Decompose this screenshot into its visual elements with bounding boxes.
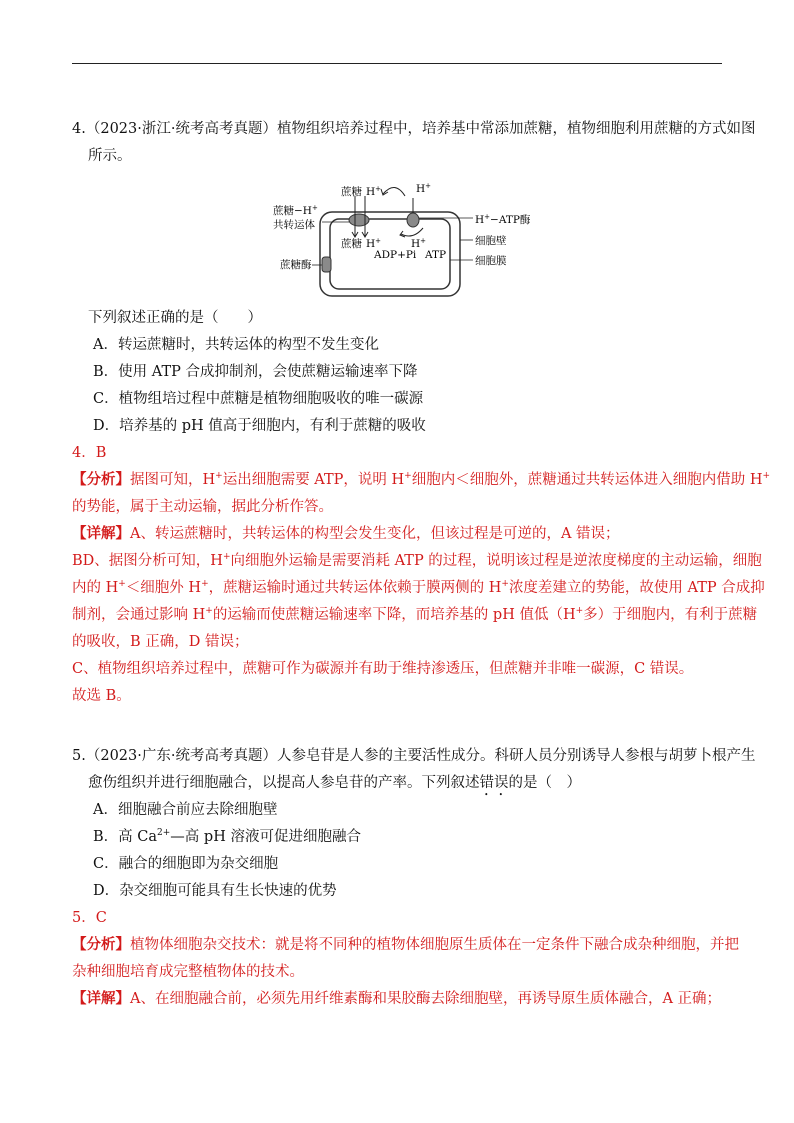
text: ，蔗糖运输时通过共转运体依赖于膜两侧的 H [208,580,502,596]
q5-analysis-line2: 杂种细胞培育成完整植物体的技术。 [72,964,304,980]
analysis-tag: 【分析】 [72,936,130,953]
label-h-atpase: H+−ATP酶 [475,213,531,226]
text: 多）于细胞内，有利于蔗糖 [583,607,758,623]
q4-detail-bd-line2 [72,578,765,598]
q4-conclusion: 故选 B。 [72,688,131,704]
sup: + [404,471,412,481]
sup: + [118,579,126,589]
q5-option-d: D．杂交细胞可能具有生长快速的优势 [93,883,337,899]
detail-tag: 【详解】 [72,525,130,542]
text: 制剂，会通过影响 H [72,607,206,623]
q4-detail-line1 [72,524,620,544]
sucrase-shape [322,257,331,272]
sup: + [575,606,584,616]
sup: + [762,471,771,481]
label-h-out-right: H+ [416,182,432,195]
text: 的是（ ） [508,775,581,791]
q4-detail-bd-line4: 的吸收，B 正确，D 错误； [72,634,249,650]
q4-cell-diagram [255,178,545,303]
text: 的运输而使蔗糖运输速率下降，而培养基的 pH 值低（H [212,607,576,623]
sup: + [215,471,223,481]
label-sucrose-in: 蔗糖 [341,238,362,250]
label-adp-pi: ADP+Pi [374,249,417,261]
q5-option-a: A．细胞融合前应去除细胞壁 [93,802,278,818]
q4-source: （2023·浙江·统考高考真题） [85,121,277,137]
label-h-in-right: H+ [411,237,427,250]
arrow-h-out-curve [383,187,405,196]
q4-option-b: B．使用 ATP 合成抑制剂，会使蔗糖运输速率下降 [93,364,418,380]
q4-analysis-line1 [72,470,770,490]
sup: 2+ [157,828,171,838]
analysis-tag: 【分析】 [72,471,130,488]
q5-answer: 5．C [72,910,107,926]
h-atpase-shape [407,213,419,227]
text: 向细胞外运输是需要消耗 ATP 的过程，说明该过程是逆浓度梯度的主动运输，细胞 [230,553,762,569]
text: A、在细胞融合前，必须先用纤维素酶和果胶酶去除细胞壁，再诱导原生质体融合，A 正确； [130,991,722,1007]
q4-option-c: C．植物组培过程中蔗糖是植物细胞吸收的唯一碳源 [93,391,424,407]
sup: + [501,579,509,589]
text: 愈伤组织并进行细胞融合，以提高人参皂苷的产率。下列叙述 [88,775,480,791]
text: 植物体细胞杂交技术：就是将不同种的植物体细胞原生质体在一定条件下融合成杂种细胞，并把 [130,937,739,953]
label-cell-membrane: 细胞膜 [475,255,507,267]
text: 据图可知，H [130,472,216,488]
label-atp: ATP [425,249,447,261]
q5-analysis-line1 [72,935,739,955]
q4-detail-bd-line1 [72,551,762,571]
arrow-atp-hydrolysis [401,228,423,236]
label-cell-wall: 细胞壁 [475,235,507,247]
label-sucrase: 蔗糖酶 [280,259,312,271]
q4-stem-line1 [72,119,755,139]
q5-option-c: C．融合的细胞即为杂交细胞 [93,856,279,872]
label-sucrose-out: 蔗糖 [341,186,362,198]
q4-analysis-line2: 的势能，属于主动运输，据此分析作答。 [72,499,333,515]
text: B．高 Ca [93,829,158,845]
q5-detail-line1 [72,989,721,1009]
sup: + [205,606,213,616]
text: 运出细胞需要 ATP，说明 H [222,472,405,488]
arrow-head [400,231,405,237]
q5-source: （2023·广东·统考高考真题） [85,748,277,764]
q5-stem-line2 [88,773,581,799]
text: 浓度差建立的势能，故使用 ATP 合成抑 [508,580,765,596]
q4-option-d: D．培养基的 pH 值高于细胞内，有利于蔗糖的吸收 [93,418,426,434]
q4-prompt: 下列叙述正确的是（ ） [88,310,262,326]
q4-answer: 4．B [72,445,107,461]
q4-number: 4. [72,121,86,137]
text: A、转运蔗糖时，共转运体的构型会发生变化，但该过程是可逆的，A 错误； [130,526,620,542]
detail-tag: 【详解】 [72,990,130,1007]
q5-number: 5. [72,748,86,764]
text: ＜细胞外 H [125,580,202,596]
q4-detail-c: C、植物组织培养过程中，蔗糖可作为碳源并有助于维持渗透压，但蔗糖并非唯一碳源，C 错误。 [72,661,694,677]
sup: + [201,579,209,589]
label-h-out-left: H+ [366,185,382,198]
q5-option-b [93,827,361,847]
text: 细胞内＜细胞外，蔗糖通过共转运体进入细胞内借助 H [411,472,763,488]
header-rule [72,63,722,64]
label-h-in-left: H+ [366,237,382,250]
q4-detail-bd-line3 [72,605,757,625]
q4-stem-line2: 所示。 [88,148,132,164]
label-cotransporter-2: 共转运体 [273,219,315,231]
sup: + [222,552,231,562]
text: 人参皂苷是人参的主要活性成分。科研人员分别诱导人参根与胡萝卜根产生 [276,748,756,764]
cotransporter-shape [349,214,369,226]
q4-option-a: A．转运蔗糖时，共转运体的构型不发生变化 [93,337,379,353]
text: BD、据图分析可知，H [72,553,223,569]
label-cotransporter-1: 蔗糖−H+ [273,204,318,217]
text: 内的 H [72,580,119,596]
text: —高 pH 溶液可促进细胞融合 [170,829,361,845]
q4-stem: 植物组织培养过程中，培养基中常添加蔗糖，植物细胞利用蔗糖的方式如图 [276,121,756,137]
q5-stem-line1 [72,746,755,766]
emphasis-wrong: 错误 [479,775,509,791]
